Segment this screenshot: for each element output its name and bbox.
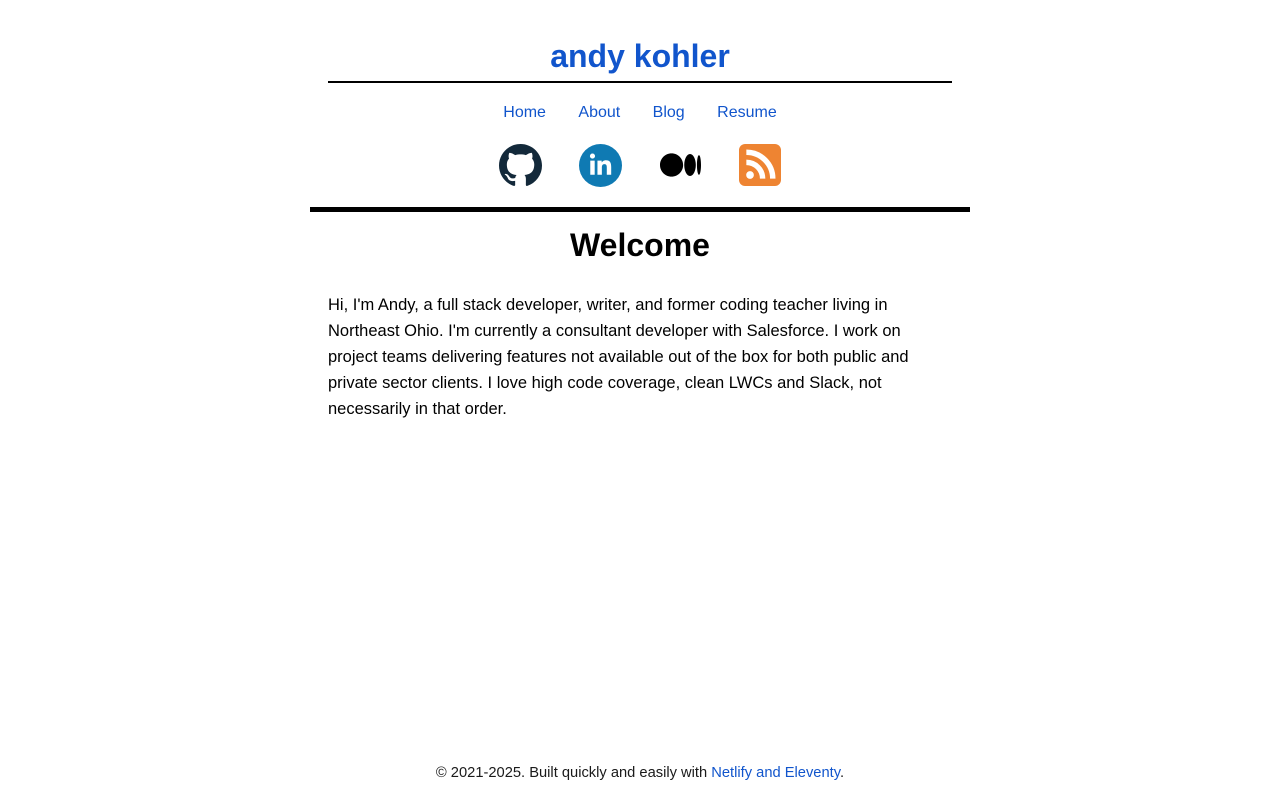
medium-link[interactable] — [659, 144, 702, 187]
page-title[interactable]: andy kohler — [328, 38, 952, 83]
site-footer — [436, 765, 844, 800]
nav-link-blog[interactable]: Blog — [652, 103, 685, 121]
social-links — [499, 144, 782, 187]
medium-icon — [660, 153, 701, 177]
welcome-heading: Welcome — [570, 226, 710, 263]
netlify-eleventy-link[interactable]: Netlify and Eleventy — [711, 765, 840, 781]
copyright-suffix: . — [839, 765, 845, 781]
nav-link-resume[interactable]: Resume — [717, 103, 777, 121]
github-link[interactable] — [499, 144, 542, 187]
site-header — [328, 0, 952, 83]
nav-link-home[interactable]: Home — [503, 103, 546, 121]
github-icon — [499, 144, 542, 187]
nav-link-about[interactable]: About — [578, 103, 621, 121]
intro-paragraph: Hi, I'm Andy, a full stack developer, writer, and former coding teacher living in Northeast Ohio. I'm currently a consultant developer with Salesforce. I work on project teams delivering features not available out of the box for both public and private sector clients. I love high code coverage, clean LWCs and Slack, not necessarily in that order. — [328, 295, 909, 419]
main-nav — [489, 104, 790, 122]
linkedin-link[interactable] — [579, 144, 622, 187]
copyright-prefix: © 2021-2025. Built quickly and easily with — [435, 765, 712, 781]
main-content — [328, 212, 952, 422]
rss-icon — [739, 144, 781, 186]
rss-link[interactable] — [739, 144, 782, 187]
linkedin-icon — [579, 144, 622, 187]
